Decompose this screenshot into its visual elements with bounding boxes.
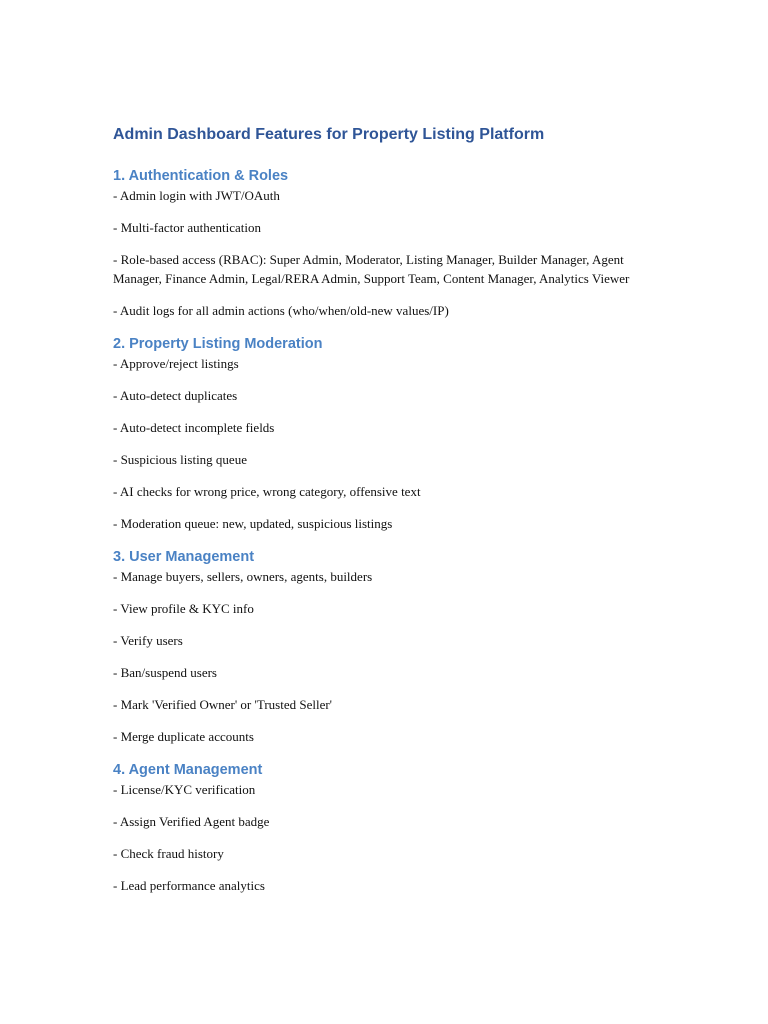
section-heading: 4. Agent Management: [113, 762, 263, 778]
section-heading: 3. User Management: [113, 549, 255, 565]
list-item: - Audit logs for all admin actions (who/when/old-new values/IP): [113, 303, 449, 318]
list-item: - Multi-factor authentication: [113, 220, 262, 235]
list-item: - View profile & KYC info: [113, 601, 254, 616]
section-user-management: [113, 547, 673, 746]
list-item: - Manage buyers, sellers, owners, agents, builders: [113, 569, 373, 584]
section-authentication-roles: [113, 166, 673, 320]
list-item: - Admin login with JWT/OAuth: [113, 188, 280, 203]
list-item: - License/KYC verification: [113, 782, 256, 797]
section-listing-moderation: [113, 334, 673, 533]
document-page: [113, 122, 673, 909]
list-item: - Merge duplicate accounts: [113, 729, 254, 744]
section-heading: 2. Property Listing Moderation: [113, 336, 323, 352]
list-item: - Auto-detect incomplete fields: [113, 420, 275, 435]
section-agent-management: [113, 760, 673, 895]
list-item: - Verify users: [113, 633, 183, 648]
document-title: Admin Dashboard Features for Property Listing Platform: [113, 126, 545, 143]
list-item: - Moderation queue: new, updated, suspicious listings: [113, 516, 393, 531]
section-heading: 1. Authentication & Roles: [113, 168, 289, 184]
list-item: - AI checks for wrong price, wrong category, offensive text: [113, 484, 421, 499]
list-item: - Suspicious listing queue: [113, 452, 247, 467]
list-item: - Role-based access (RBAC): Super Admin, Moderator, Listing Manager, Builder Manager, Agent Manager, Finance Admin, Legal/RERA Admin, Support Team, Content Manager, Analytics Viewer: [113, 252, 630, 286]
list-item: - Assign Verified Agent badge: [113, 814, 270, 829]
list-item: - Auto-detect duplicates: [113, 388, 238, 403]
list-item: - Lead performance analytics: [113, 878, 265, 893]
list-item: - Check fraud history: [113, 846, 224, 861]
list-item: - Mark 'Verified Owner' or 'Trusted Seller': [113, 697, 333, 712]
list-item: - Ban/suspend users: [113, 665, 217, 680]
list-item: - Approve/reject listings: [113, 356, 239, 371]
